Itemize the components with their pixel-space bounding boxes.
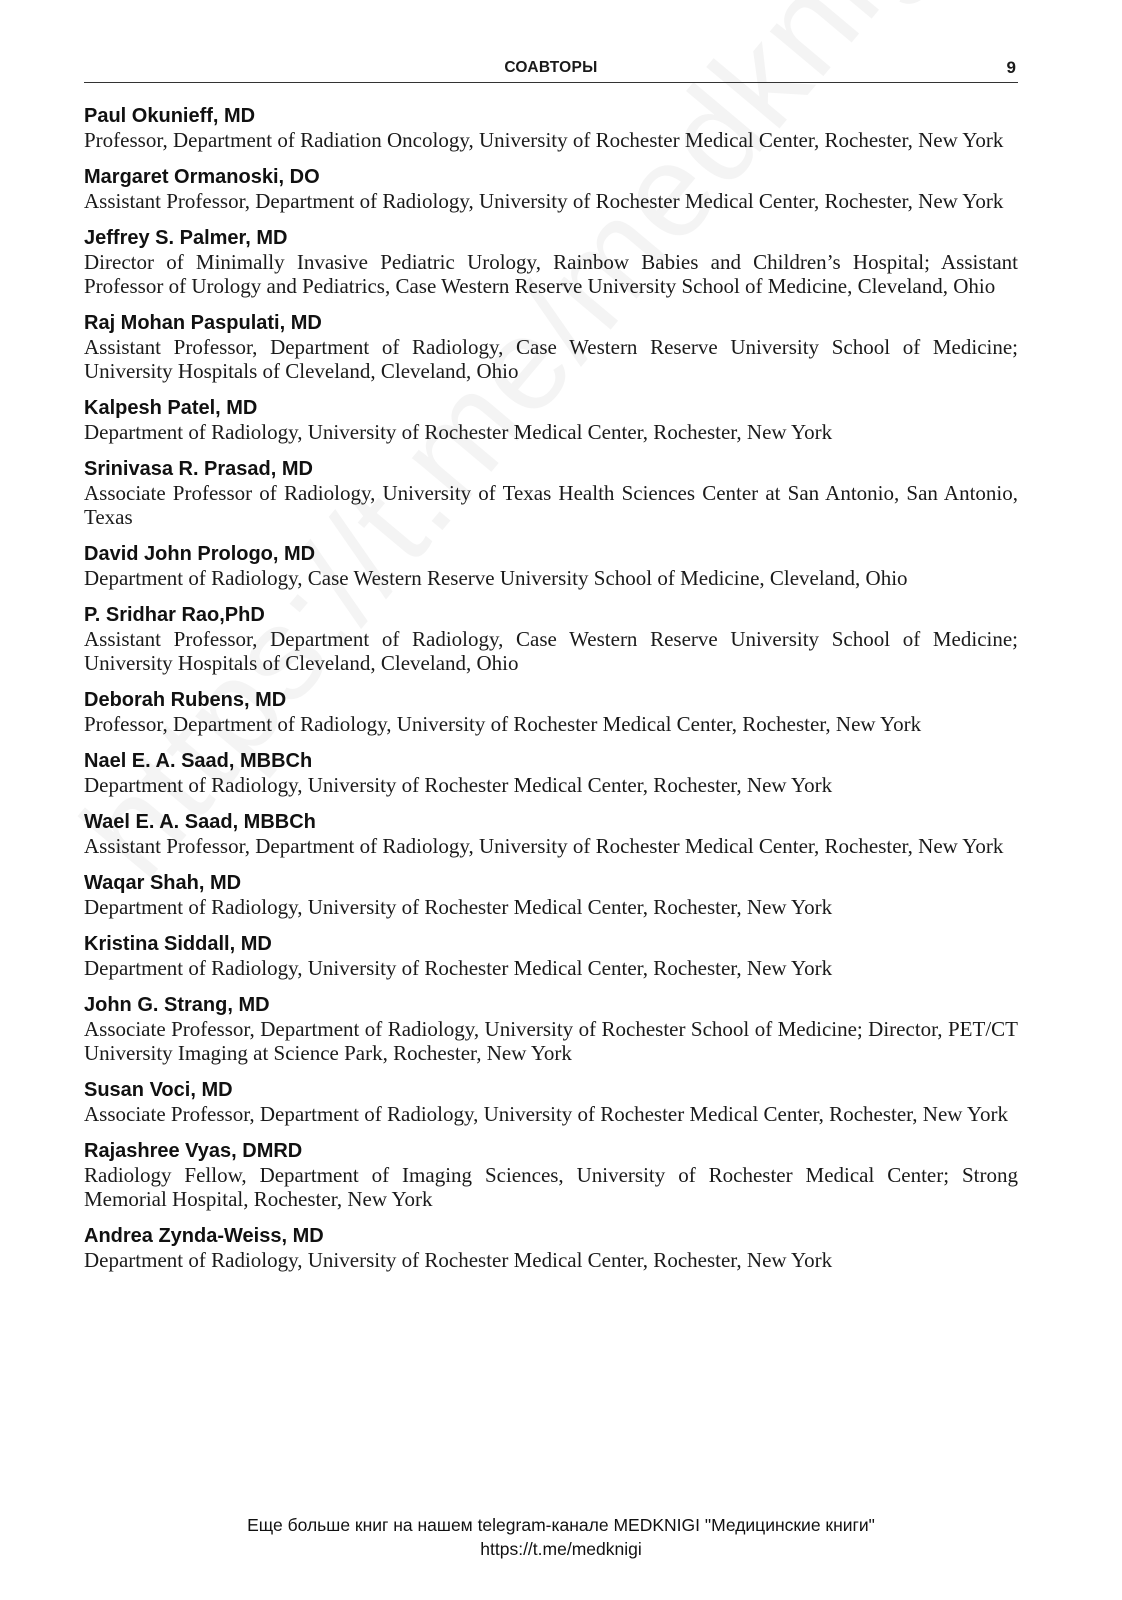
contributor-entry bbox=[84, 226, 1018, 298]
contributor-name: Deborah Rubens, MD bbox=[84, 689, 287, 711]
contributor-entry bbox=[84, 311, 1018, 383]
contributor-affiliation: Department of Radiology, University of Rochester Medical Center, Rochester, New York bbox=[84, 1248, 833, 1272]
contributor-affiliation: Assistant Professor, Department of Radiology, Case Western Reserve University School of Medicine; University Hospitals of Cleveland, Cleveland, Ohio bbox=[84, 335, 1018, 383]
contributor-entry bbox=[84, 165, 1018, 213]
document-page bbox=[84, 0, 1018, 1600]
contributor-name: John G. Strang, MD bbox=[84, 994, 270, 1016]
contributor-entry bbox=[84, 1224, 1018, 1272]
contributor-name: Paul Okunieff, MD bbox=[84, 105, 256, 127]
contributor-affiliation: Assistant Professor, Department of Radiology, Case Western Reserve University School of Medicine; University Hospitals of Cleveland, Cleveland, Ohio bbox=[84, 627, 1018, 675]
contributor-name: Margaret Ormanoski, DO bbox=[84, 166, 320, 188]
contributor-name: Srinivasa R. Prasad, MD bbox=[84, 458, 313, 480]
contributor-entry bbox=[84, 104, 1018, 152]
contributor-name: Andrea Zynda-Weiss, MD bbox=[84, 1225, 324, 1247]
contributor-list bbox=[84, 104, 1018, 1285]
contributor-entry bbox=[84, 603, 1018, 675]
contributor-affiliation: Department of Radiology, University of Rochester Medical Center, Rochester, New York bbox=[84, 773, 833, 797]
contributor-name: Susan Voci, MD bbox=[84, 1079, 233, 1101]
contributor-affiliation: Department of Radiology, University of Rochester Medical Center, Rochester, New York bbox=[84, 895, 833, 919]
contributor-affiliation: Radiology Fellow, Department of Imaging Sciences, University of Rochester Medical Center; Strong Memorial Hospital, Rochester, New York bbox=[84, 1163, 1018, 1211]
contributor-affiliation: Professor, Department of Radiation Oncology, University of Rochester Medical Center, Rochester, New York bbox=[84, 128, 1004, 152]
contributor-entry bbox=[84, 688, 1018, 736]
contributor-name: Wael E. A. Saad, MBBCh bbox=[84, 811, 316, 833]
contributor-entry bbox=[84, 396, 1018, 444]
contributor-affiliation: Associate Professor of Radiology, University of Texas Health Sciences Center at San Antonio, San Antonio, Texas bbox=[84, 481, 1018, 529]
contributor-name: David John Prologo, MD bbox=[84, 543, 316, 565]
contributor-entry bbox=[84, 542, 1018, 590]
contributor-entry bbox=[84, 810, 1018, 858]
contributor-affiliation: Assistant Professor, Department of Radiology, University of Rochester Medical Center, Rochester, New York bbox=[84, 834, 1004, 858]
contributor-affiliation: Associate Professor, Department of Radiology, University of Rochester Medical Center, Rochester, New York bbox=[84, 1102, 1008, 1126]
running-header bbox=[84, 56, 1018, 83]
contributor-entry bbox=[84, 457, 1018, 529]
contributor-entry bbox=[84, 871, 1018, 919]
contributor-entry bbox=[84, 1078, 1018, 1126]
contributor-name: Jeffrey S. Palmer, MD bbox=[84, 227, 288, 249]
footer-promo-line: Еще больше книг на нашем telegram-канале MEDKNIGI "Медицинские книги" bbox=[247, 1515, 875, 1535]
contributor-affiliation: Professor, Department of Radiology, University of Rochester Medical Center, Rochester, New York bbox=[84, 712, 922, 736]
contributor-name: Raj Mohan Paspulati, MD bbox=[84, 312, 322, 334]
contributor-name: Kalpesh Patel, MD bbox=[84, 397, 258, 419]
page-number: 9 bbox=[1006, 58, 1016, 77]
contributor-affiliation: Department of Radiology, Case Western Reserve University School of Medicine, Cleveland, Ohio bbox=[84, 566, 908, 590]
footer-note bbox=[0, 1513, 1122, 1561]
contributor-name: Nael E. A. Saad, MBBCh bbox=[84, 750, 313, 772]
contributor-name: Rajashree Vyas, DMRD bbox=[84, 1140, 303, 1162]
contributor-entry bbox=[84, 1139, 1018, 1211]
contributor-entry bbox=[84, 932, 1018, 980]
contributor-entry bbox=[84, 749, 1018, 797]
contributor-affiliation: Department of Radiology, University of Rochester Medical Center, Rochester, New York bbox=[84, 956, 833, 980]
contributor-affiliation: Assistant Professor, Department of Radiology, University of Rochester Medical Center, Rochester, New York bbox=[84, 189, 1004, 213]
section-title: СОАВТОРЫ bbox=[504, 59, 598, 76]
contributor-affiliation: Department of Radiology, University of Rochester Medical Center, Rochester, New York bbox=[84, 420, 833, 444]
contributor-affiliation: Associate Professor, Department of Radiology, University of Rochester School of Medicine; Director, PET/CT University Imaging at Science Park, Rochester, New York bbox=[84, 1017, 1018, 1065]
footer-link[interactable]: https://t.me/medknigi bbox=[480, 1539, 642, 1559]
contributor-name: Waqar Shah, MD bbox=[84, 872, 242, 894]
contributor-name: Kristina Siddall, MD bbox=[84, 933, 272, 955]
contributor-name: P. Sridhar Rao,PhD bbox=[84, 604, 265, 626]
contributor-entry bbox=[84, 993, 1018, 1065]
contributor-affiliation: Director of Minimally Invasive Pediatric Urology, Rainbow Babies and Children’s Hospital; Assistant Professor of Urology and Pediatrics, Case Western Reserve University School of Medicine, Cleveland, Ohio bbox=[84, 250, 1018, 298]
